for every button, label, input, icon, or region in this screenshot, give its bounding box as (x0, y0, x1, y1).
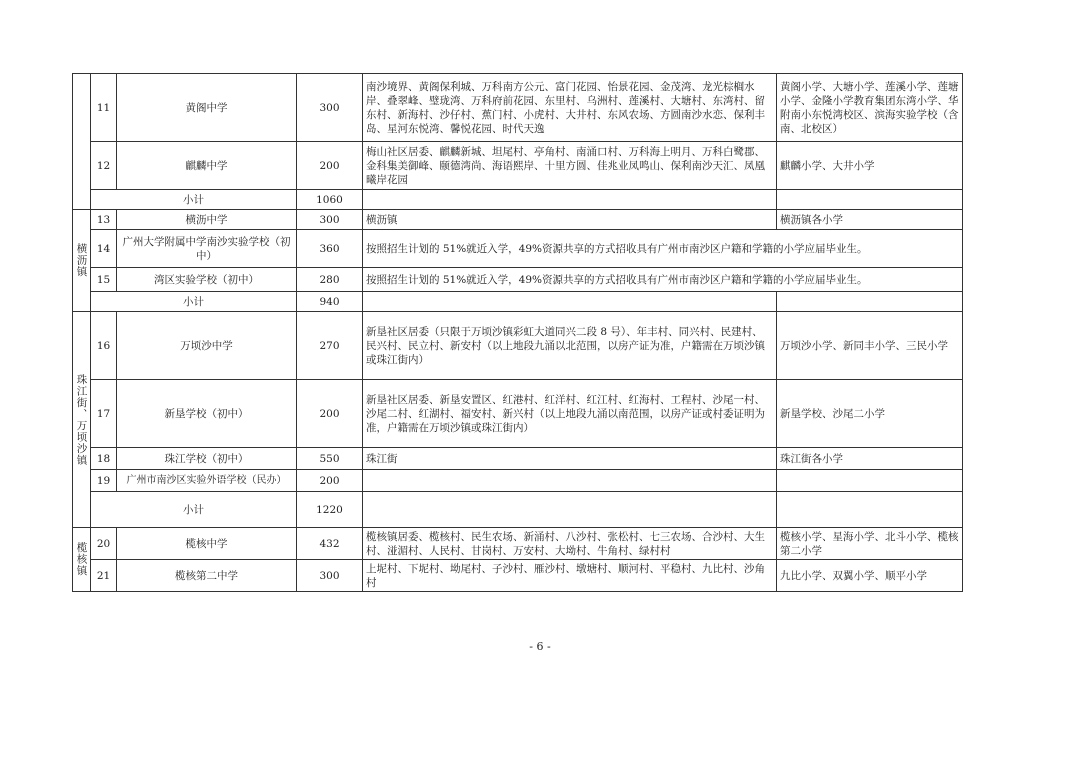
seat-count: 360 (297, 230, 363, 268)
seat-count: 550 (297, 448, 363, 470)
enrollment-area: 新垦社区居委（只限于万顷沙镇彩虹大道同兴二段 8 号）、年丰村、同兴村、民建村、民兴村、民立村、新安村（以上地段九涌以北范围，以房产证为准，户籍需在万顷沙镇或珠江街内） (363, 312, 777, 380)
feeder-primary-schools (777, 470, 963, 492)
feeder-primary-schools: 榄核小学、星海小学、北斗小学、榄核第二小学 (777, 528, 963, 560)
table-row (73, 470, 963, 492)
table-row (73, 268, 963, 292)
subtotal-label: 小计 (91, 292, 297, 312)
enrollment-policy: 按照招生计划的 51%就近入学，49%资源共享的方式招收具有广州市南沙区户籍和学籍的小学应届毕业生。 (363, 268, 963, 292)
subtotal-seats: 1060 (297, 190, 363, 210)
school-name: 万顷沙中学 (117, 312, 297, 380)
feeder-primary-schools: 麒麟小学、大井小学 (777, 142, 963, 190)
feeder-primary-schools: 九比小学、双翼小学、顺平小学 (777, 560, 963, 592)
feeder-primary-schools: 横沥镇各小学 (777, 210, 963, 230)
seat-count: 270 (297, 312, 363, 380)
table-row (73, 528, 963, 560)
subtotal-seats: 940 (297, 292, 363, 312)
enrollment-area: 新垦社区居委、新垦安置区、红港村、红洋村、红江村、红海村、工程村、沙尾一村、沙尾二村、红湖村、福安村、新兴村（以上地段九涌以南范围，以房产证或村委证明为准，户籍需在万顷沙镇或珠江街内） (363, 380, 777, 448)
enrollment-table (72, 73, 963, 592)
table-row (73, 312, 963, 380)
enrollment-area: 上坭村、下坭村、坳尾村、子沙村、雁沙村、墩塘村、顺河村、平稳村、九比村、沙角村 (363, 560, 777, 592)
school-name: 珠江学校（初中） (117, 448, 297, 470)
town-cell-lanhe: 榄核镇 (73, 528, 91, 592)
row-number: 19 (91, 470, 117, 492)
school-name: 广州市南沙区实验外语学校（民办） (117, 470, 297, 492)
row-number: 15 (91, 268, 117, 292)
school-name: 榄核第二中学 (117, 560, 297, 592)
subtotal-seats: 1220 (297, 492, 363, 528)
feeder-primary-schools: 珠江街各小学 (777, 448, 963, 470)
school-name: 湾区实验学校（初中） (117, 268, 297, 292)
seat-count: 300 (297, 74, 363, 142)
row-number: 18 (91, 448, 117, 470)
enrollment-area: 南沙境界、黄阁保利城、万科南方公元、富门花园、怡景花园、金茂湾、龙光棕榈水岸、叠翠峰、璧珑湾、万科府前花园、东里村、乌洲村、莲溪村、大塘村、东湾村、留东村、新海村、沙仔村、蕉门村、小虎村、大井村、东风农场、方圆南沙水恋、保利丰岛、星河东悦湾、馨悦花园、时代天逸 (363, 74, 777, 142)
table-row (73, 380, 963, 448)
town-cell-hengli: 横沥镇 (73, 210, 91, 312)
subtotal-label: 小计 (91, 190, 297, 210)
school-name: 黄阁中学 (117, 74, 297, 142)
subtotal-row (73, 292, 963, 312)
seat-count: 300 (297, 560, 363, 592)
seat-count: 200 (297, 142, 363, 190)
row-number: 16 (91, 312, 117, 380)
subtotal-label: 小计 (91, 492, 297, 528)
enrollment-area: 珠江街 (363, 448, 777, 470)
row-number: 21 (91, 560, 117, 592)
row-number: 14 (91, 230, 117, 268)
feeder-primary-schools: 黄阁小学、大塘小学、莲溪小学、莲塘小学、金隆小学教育集团东湾小学、华附南小东悦湾校区、滨海实验学校（含南、北校区） (777, 74, 963, 142)
enrollment-area: 横沥镇 (363, 210, 777, 230)
feeder-primary-schools: 新垦学校、沙尾二小学 (777, 380, 963, 448)
school-name: 榄核中学 (117, 528, 297, 560)
town-cell-zhujiang: 珠江街、万顷沙镇 (73, 312, 91, 528)
seat-count: 300 (297, 210, 363, 230)
seat-count: 432 (297, 528, 363, 560)
seat-count: 200 (297, 470, 363, 492)
row-number: 20 (91, 528, 117, 560)
table-row (73, 74, 963, 142)
seat-count: 280 (297, 268, 363, 292)
feeder-primary-schools: 万顷沙小学、新同丰小学、三民小学 (777, 312, 963, 380)
seat-count: 200 (297, 380, 363, 448)
table-row (73, 230, 963, 268)
row-number: 11 (91, 74, 117, 142)
table-row (73, 448, 963, 470)
table-row (73, 210, 963, 230)
school-name: 广州大学附属中学南沙实验学校（初中） (117, 230, 297, 268)
enrollment-policy: 按照招生计划的 51%就近入学，49%资源共享的方式招收具有广州市南沙区户籍和学籍的小学应届毕业生。 (363, 230, 963, 268)
enrollment-area (363, 470, 777, 492)
school-name: 麒麟中学 (117, 142, 297, 190)
enrollment-area: 梅山社区居委、麒麟新城、坦尾村、亭角村、南涌口村、万科海上明月、万科白鹭郡、金科集美御峰、颐德湾尚、海语熙岸、十里方圆、佳兆业凤鸣山、保利南沙天汇、凤凰曦岸花园 (363, 142, 777, 190)
enrollment-area: 榄核镇居委、榄核村、民生农场、新涌村、八沙村、张松村、七三农场、合沙村、大生村、湴湄村、人民村、甘岗村、万安村、大坳村、牛角村、绿村村 (363, 528, 777, 560)
row-number: 17 (91, 380, 117, 448)
row-number: 13 (91, 210, 117, 230)
page-number: - 6 - (529, 640, 551, 653)
row-number: 12 (91, 142, 117, 190)
subtotal-row (73, 492, 963, 528)
table-row (73, 560, 963, 592)
school-name: 横沥中学 (117, 210, 297, 230)
table-row (73, 142, 963, 190)
town-cell-huangge (73, 74, 91, 210)
subtotal-row (73, 190, 963, 210)
school-name: 新垦学校（初中） (117, 380, 297, 448)
